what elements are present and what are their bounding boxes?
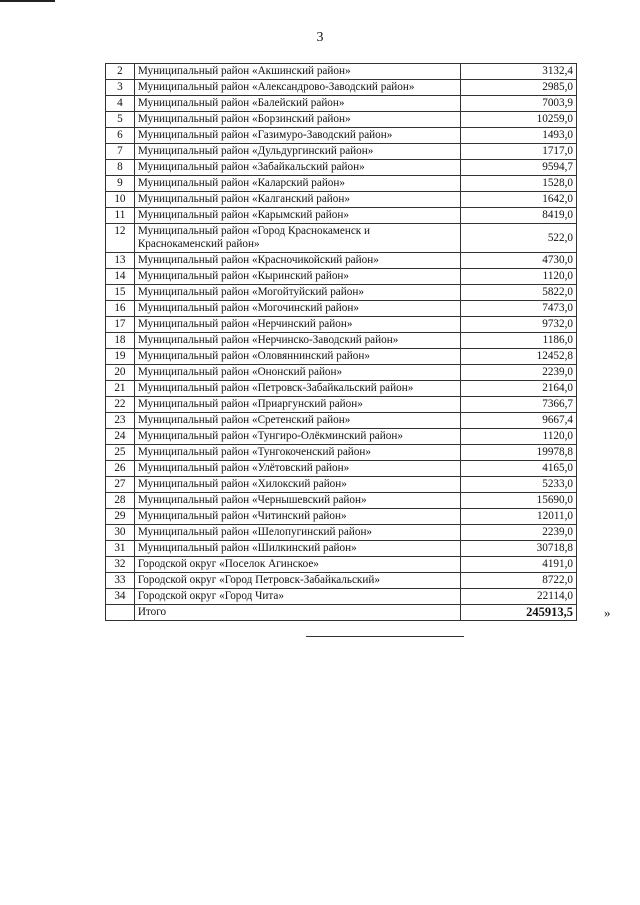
table-row [106, 573, 577, 589]
table-row [106, 128, 577, 144]
row-number: 25 [106, 445, 135, 461]
total-label: Итого [134, 605, 460, 621]
table-row [106, 333, 577, 349]
row-number: 32 [106, 557, 135, 573]
district-name: Муниципальный район «Тунгиро-Олёкминский район» [134, 429, 460, 445]
row-amount: 9594,7 [461, 160, 577, 176]
row-amount: 15690,0 [461, 493, 577, 509]
district-name: Муниципальный район «Нерчинско-Заводский район» [134, 333, 460, 349]
row-number: 2 [106, 64, 135, 80]
table-row [106, 525, 577, 541]
row-number: 11 [106, 208, 135, 224]
row-number: 3 [106, 80, 135, 96]
row-number: 16 [106, 301, 135, 317]
table-row [106, 208, 577, 224]
district-name: Муниципальный район «Нерчинский район» [134, 317, 460, 333]
table-row [106, 589, 577, 605]
district-name: Муниципальный район «Акшинский район» [134, 64, 460, 80]
table-row [106, 80, 577, 96]
row-number: 4 [106, 96, 135, 112]
row-amount: 1186,0 [461, 333, 577, 349]
district-name: Муниципальный район «Калганский район» [134, 192, 460, 208]
row-amount: 1120,0 [461, 429, 577, 445]
closing-quote: » [604, 605, 611, 620]
row-amount: 2164,0 [461, 381, 577, 397]
district-name: Муниципальный район «Ононский район» [134, 365, 460, 381]
row-number: 22 [106, 397, 135, 413]
row-amount: 5822,0 [461, 285, 577, 301]
district-name: Муниципальный район «Забайкальский район» [134, 160, 460, 176]
row-number: 21 [106, 381, 135, 397]
table-row [106, 461, 577, 477]
row-amount: 9732,0 [461, 317, 577, 333]
row-number: 29 [106, 509, 135, 525]
row-amount: 7473,0 [461, 301, 577, 317]
row-number: 18 [106, 333, 135, 349]
row-number: 19 [106, 349, 135, 365]
table-row [106, 429, 577, 445]
district-name: Муниципальный район «Сретенский район» [134, 413, 460, 429]
row-number: 24 [106, 429, 135, 445]
table-row [106, 541, 577, 557]
row-amount: 522,0 [461, 224, 577, 253]
district-name: Муниципальный район «Хилокский район» [134, 477, 460, 493]
table-row [106, 509, 577, 525]
row-amount: 10259,0 [461, 112, 577, 128]
row-number: 31 [106, 541, 135, 557]
row-number: 30 [106, 525, 135, 541]
table-row [106, 285, 577, 301]
row-number: 8 [106, 160, 135, 176]
row-amount: 8419,0 [461, 208, 577, 224]
row-amount: 4730,0 [461, 253, 577, 269]
row-number: 14 [106, 269, 135, 285]
table-body [106, 64, 577, 621]
row-amount: 2985,0 [461, 80, 577, 96]
district-name: Муниципальный район «Красночикойский район» [134, 253, 460, 269]
row-amount: 12011,0 [461, 509, 577, 525]
table-row [106, 301, 577, 317]
row-amount: 1493,0 [461, 128, 577, 144]
row-amount: 4191,0 [461, 557, 577, 573]
row-number: 15 [106, 285, 135, 301]
row-amount: 7003,9 [461, 96, 577, 112]
row-amount: 7366,7 [461, 397, 577, 413]
district-name: Муниципальный район «Оловяннинский район» [134, 349, 460, 365]
district-name: Муниципальный район «Шилкинский район» [134, 541, 460, 557]
table-row [106, 477, 577, 493]
row-number: 13 [106, 253, 135, 269]
separator-line [306, 636, 464, 637]
table-row [106, 413, 577, 429]
row-amount: 1717,0 [461, 144, 577, 160]
district-name: Муниципальный район «Читинский район» [134, 509, 460, 525]
total-row [106, 605, 577, 621]
row-number: 9 [106, 176, 135, 192]
districts-table [105, 63, 577, 621]
table-row [106, 445, 577, 461]
district-name: Муниципальный район «Приаргунский район» [134, 397, 460, 413]
district-name: Муниципальный район «Могойтуйский район» [134, 285, 460, 301]
row-amount: 8722,0 [461, 573, 577, 589]
district-name: Городской округ «Город Чита» [134, 589, 460, 605]
table-row [106, 269, 577, 285]
district-name: Муниципальный район «Каларский район» [134, 176, 460, 192]
total-number-cell [106, 605, 135, 621]
table-row [106, 349, 577, 365]
district-name: Муниципальный район «Тунгокоченский район» [134, 445, 460, 461]
table-row [106, 176, 577, 192]
table-row [106, 112, 577, 128]
district-name: Муниципальный район «Шелопугинский район» [134, 525, 460, 541]
row-number: 33 [106, 573, 135, 589]
row-amount: 1642,0 [461, 192, 577, 208]
table-row [106, 192, 577, 208]
row-number: 10 [106, 192, 135, 208]
district-name: Муниципальный район «Могочинский район» [134, 301, 460, 317]
row-number: 28 [106, 493, 135, 509]
row-number: 26 [106, 461, 135, 477]
table-row [106, 64, 577, 80]
row-amount: 2239,0 [461, 365, 577, 381]
row-number: 12 [106, 224, 135, 253]
row-number: 17 [106, 317, 135, 333]
row-number: 7 [106, 144, 135, 160]
district-name: Муниципальный район «Борзинский район» [134, 112, 460, 128]
table-row [106, 160, 577, 176]
row-number: 6 [106, 128, 135, 144]
table-row [106, 144, 577, 160]
row-amount: 9667,4 [461, 413, 577, 429]
row-amount: 30718,8 [461, 541, 577, 557]
row-number: 23 [106, 413, 135, 429]
row-number: 34 [106, 589, 135, 605]
table-row [106, 381, 577, 397]
row-amount: 4165,0 [461, 461, 577, 477]
row-amount: 12452,8 [461, 349, 577, 365]
row-number: 27 [106, 477, 135, 493]
top-rule [0, 0, 55, 2]
row-amount: 5233,0 [461, 477, 577, 493]
district-name: Муниципальный район «Улётовский район» [134, 461, 460, 477]
table-row [106, 493, 577, 509]
district-name: Муниципальный район «Газимуро-Заводский район» [134, 128, 460, 144]
row-number: 5 [106, 112, 135, 128]
table-row [106, 253, 577, 269]
district-name: Городской округ «Город Петровск-Забайкальский» [134, 573, 460, 589]
total-amount: 245913,5 [461, 605, 577, 621]
table-row [106, 317, 577, 333]
table-row [106, 96, 577, 112]
district-name: Муниципальный район «Дульдургинский район» [134, 144, 460, 160]
table-row [106, 557, 577, 573]
row-amount: 1120,0 [461, 269, 577, 285]
row-amount: 2239,0 [461, 525, 577, 541]
district-name: Муниципальный район «Петровск-Забайкальский район» [134, 381, 460, 397]
district-name: Муниципальный район «Город Краснокаменск и Краснокаменский район» [134, 224, 460, 253]
district-name: Муниципальный район «Александрово-Заводский район» [134, 80, 460, 96]
table-row [106, 224, 577, 253]
row-amount: 3132,4 [461, 64, 577, 80]
district-name: Муниципальный район «Балейский район» [134, 96, 460, 112]
district-name: Муниципальный район «Кыринский район» [134, 269, 460, 285]
district-name: Городской округ «Поселок Агинское» [134, 557, 460, 573]
row-amount: 1528,0 [461, 176, 577, 192]
row-amount: 22114,0 [461, 589, 577, 605]
row-number: 20 [106, 365, 135, 381]
row-amount: 19978,8 [461, 445, 577, 461]
district-name: Муниципальный район «Карымский район» [134, 208, 460, 224]
table-row [106, 365, 577, 381]
table-row [106, 397, 577, 413]
page-number: 3 [316, 30, 324, 45]
district-name: Муниципальный район «Чернышевский район» [134, 493, 460, 509]
